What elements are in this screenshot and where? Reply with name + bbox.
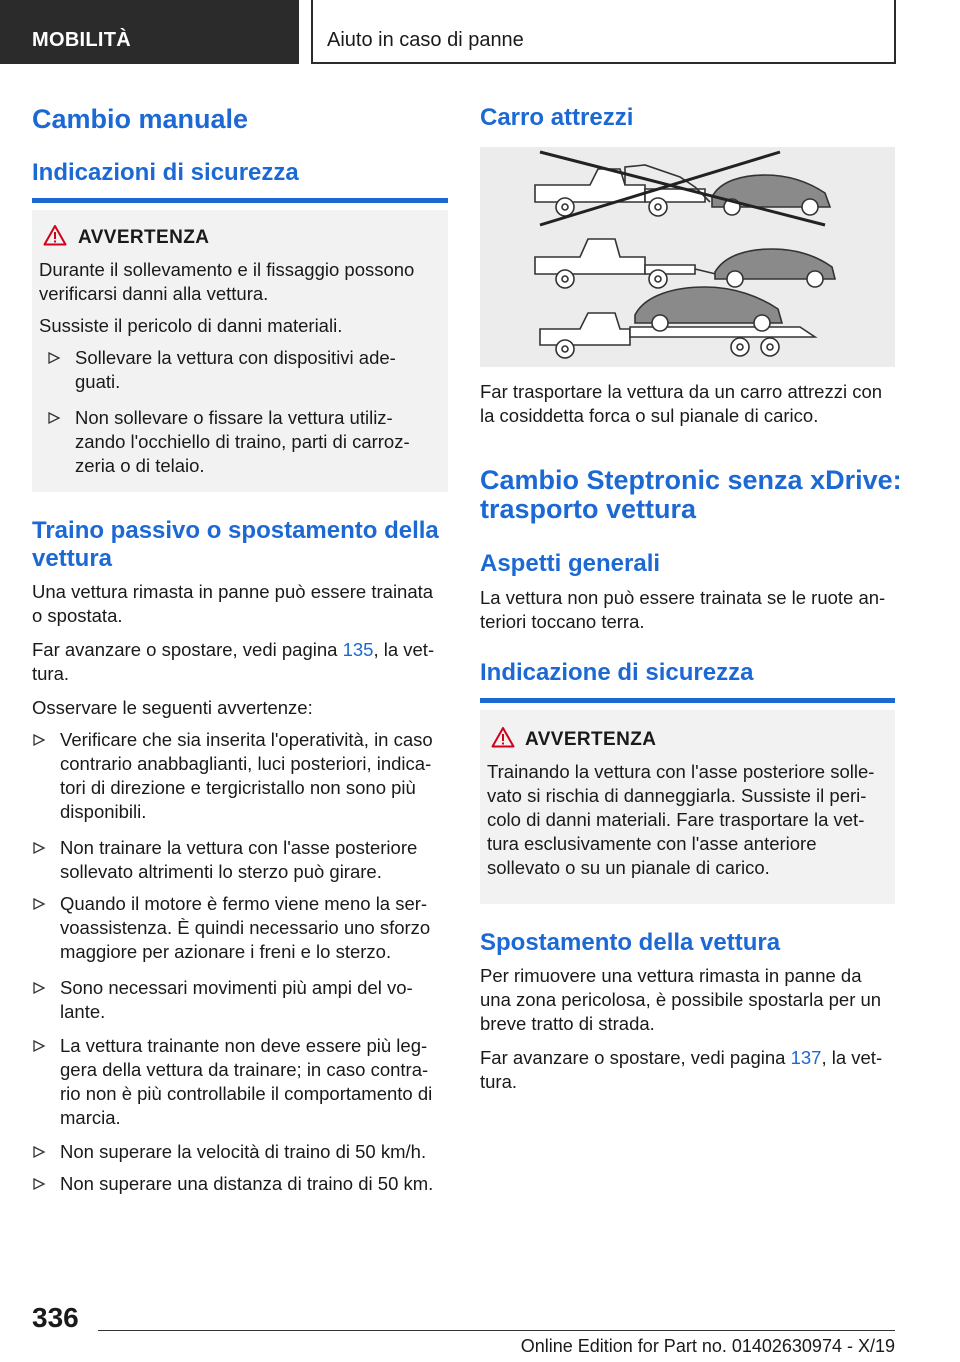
heading-carro-attrezzi: Carro attrezzi — [480, 104, 634, 131]
triangle-bullet-icon — [32, 1177, 46, 1191]
warning-line: Sussiste il pericolo di danni materiali. — [39, 315, 343, 336]
heading-cambio-manuale: Cambio manuale — [32, 104, 249, 134]
warning-line: Durante il sollevamento e il fissaggio possono — [39, 259, 415, 280]
warning-triangle-icon — [491, 726, 515, 748]
heading-spostamento: Spostamento della vettura — [480, 929, 781, 956]
triangle-bullet-icon — [32, 1145, 46, 1159]
header-section-tab — [0, 0, 299, 64]
section-rule — [32, 198, 448, 203]
header-chapter-label: Aiuto in caso di panne — [327, 29, 524, 51]
page-number: 336 — [32, 1302, 79, 1333]
warning-triangle-icon — [43, 224, 67, 246]
triangle-bullet-icon — [47, 411, 61, 425]
triangle-bullet-icon — [32, 981, 46, 995]
warning-text: Trainando la vettura con l'asse posteriore solle- vato si rischia di danneggiarla. Sussiste il peri- colo di danni materiali. Fare trasportare la vet- tura esclusivamente con l'asse anteriore sollevato o su un pianale di carico. — [487, 761, 875, 878]
section-rule — [480, 698, 895, 703]
heading-aspetti-generali: Aspetti generali — [480, 550, 661, 577]
paragraph-aspetti: La vettura non può essere trainata se le ruote an- teriori toccano terra. — [480, 587, 886, 632]
header-chapter-tab — [311, 0, 896, 64]
warning-line: verificarsi danni alla vettura. — [39, 283, 269, 304]
warning-title: AVVERTENZA — [78, 227, 210, 248]
paragraph-spostamento: Per rimuovere una vettura rimasta in panne da una zona pericolosa, è possibile spostarla per un breve tratto di strada. — [480, 965, 882, 1034]
warning-title: AVVERTENZA — [525, 729, 657, 750]
header-section-label: MOBILITÀ — [32, 29, 132, 51]
paragraph-carro: Far trasportare la vettura da un carro attrezzi con la cosiddetta forca o sul pianale di carico. — [480, 381, 883, 426]
heading-indicazioni-sicurezza: Indicazioni di sicurezza — [32, 159, 299, 186]
triangle-bullet-icon — [32, 841, 46, 855]
triangle-bullet-icon — [32, 897, 46, 911]
footer-rule — [98, 1330, 895, 1331]
tow-truck-drawing — [480, 147, 895, 367]
triangle-bullet-icon — [32, 1039, 46, 1053]
paragraph-tow-warnings: Osservare le seguenti avvertenze: — [32, 697, 313, 718]
tow-truck-illustration — [480, 147, 895, 367]
heading-traino-passivo: Traino passivo o spostamento della vettura — [32, 517, 439, 572]
triangle-bullet-icon — [32, 733, 46, 747]
page-link-135[interactable]: 135 — [342, 639, 374, 660]
triangle-bullet-icon — [47, 351, 61, 365]
page-link-137[interactable]: 137 — [790, 1047, 822, 1068]
heading-steptronic: Cambio Steptronic senza xDrive: trasporto vettura — [480, 465, 902, 524]
heading-indicazione-sicurezza: Indicazione di sicurezza — [480, 659, 754, 686]
paragraph-tow-ref: Far avanzare o spostare, vedi pagina 135, la vet- tura. — [32, 639, 435, 684]
footer-edition: Online Edition for Part no. 01402630974 - X/19 — [520, 1336, 895, 1356]
paragraph-spostamento-ref: Far avanzare o spostare, vedi pagina 137, la vet- tura. — [480, 1047, 883, 1092]
paragraph-tow-intro: Una vettura rimasta in panne può essere trainata o spostata. — [32, 581, 434, 626]
warning-box: AVVERTENZA Durante il sollevamento e il fissaggio possono verificarsi danni alla vettura. Sussiste il pericolo di danni materiali. Sollevare la vettura con dispositivi ade- guati. Non sollevare o fissare la vettura utiliz- zando l'occhiello di traino, parti di carroz- zeria o di telaio. — [32, 210, 448, 492]
warning-box — [480, 710, 895, 904]
